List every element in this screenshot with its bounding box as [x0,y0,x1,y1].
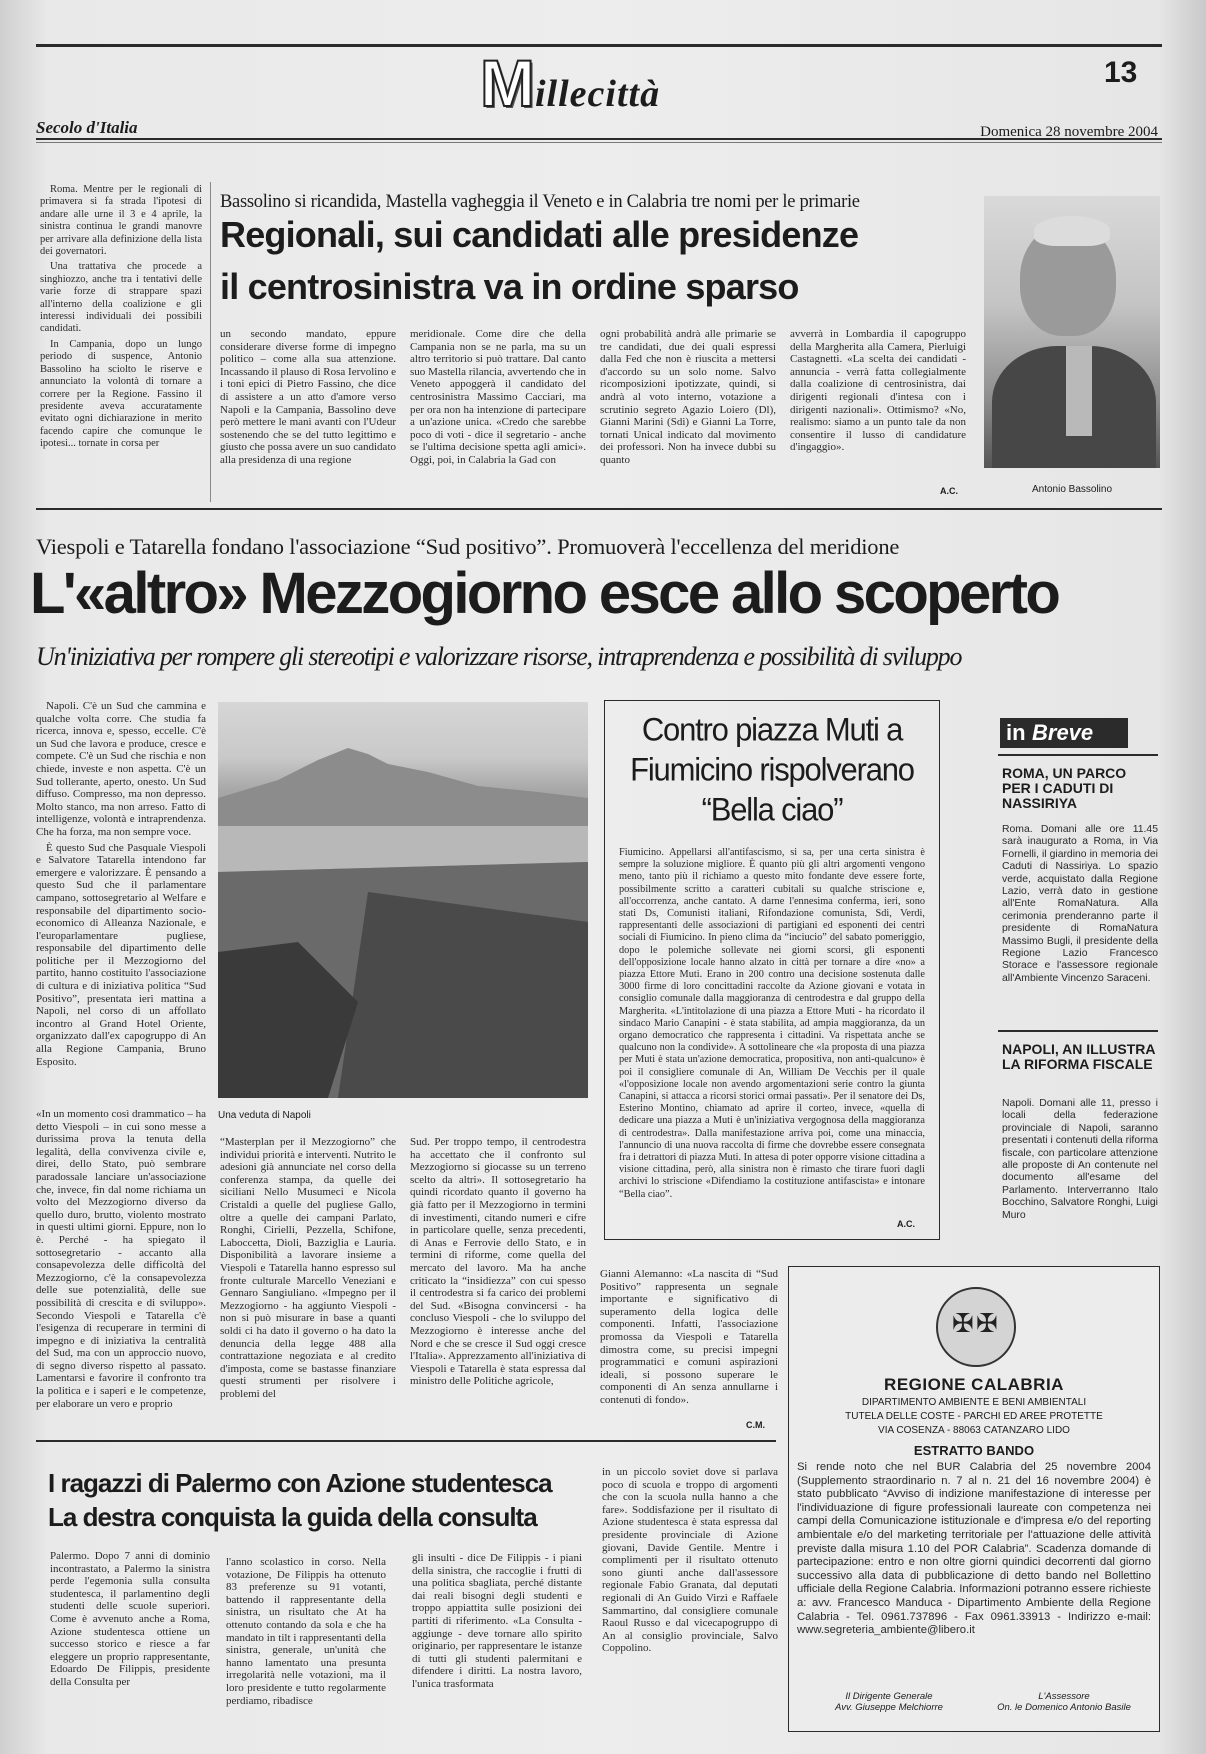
bottom-article-col4: in un piccolo soviet dove si parlava poco di scuola e troppo di argomenti che con la scuola nulla hanno a che fare». Soddisfazione per il risultato di Azione studentesca è stata espressa dal presidente provinciale di Azione giovani, Davide Gentile. Mentre i complimenti per il risultato ottenuto sono giunti anche dall'assessore regionale Fabio Granata, dal deputati regionali di An Guido Virzì e Raffaele Sammartino, dal consigliere comunale Raoul Russo e dal vicecapogruppo di An al consiglio provinciale, Salvo Coppolino. [602,1466,778,1655]
header-thin-rule [36,142,1162,143]
paragraph: È questo Sud che Pasquale Viespoli e Salvatore Tatarella intendono far emergere e valorizzare. È pensando a questo Sud che il parlamentare campano, sottosegretario al Welfare e responsabile del dipartimento socio-economico di Alleanza Nazionale, e l'europarlamentare pugliese, responsabile del dipartimento delle politiche per il Mezzogiorno del partito, hanno costituito l'associazione di cultura e di iniziativa politica “Sud Positivo”, presentata ieri mattina a Napoli, nel corso di un affollato incontro al Grand Hotel Oriente, organizzato dall'ex capogruppo di An alla Regione Campania, Bruno Esposito. [36,841,206,1068]
napoli-photo [218,702,588,1098]
ad-title: ESTRATTO BANDO [913,1443,1035,1458]
top-article-col1 [40,184,202,502]
main-article-col1-bottom: «In un momento così drammatico – ha detto Viespoli – in cui sono messe a durissima prova la tenuta della legalità, della convivenza civile e, direi, dello Stato, può sembrare paradossale lanciare un'associazione che, invece, fin dal nome richiama un volto del Mezzogiorno diverso da quello duro, brutto, violento mostrato in questi ultimi giorni. Eppure, non lo è. Perché - ha spiegato il sottosegretario - accanto alla consapevolezza delle difficoltà del Mezzogiorno, c'è la consapevolezza delle sue potenzialità, delle sue possibilità di crescita e di sviluppo». Secondo Viespoli e Tatarella c'è l'esigenza di recuperare in termini di impegno e di iniziativa la centralità del Sud, ma con un approccio nuovo, di segno diverso rispetto al passato. Lamentarsi e favorire il confronto tra la politica e i saperi e le competenze, per elaborare un vero e proprio [36,1108,206,1410]
column-divider [210,182,211,502]
bassolino-caption: Antonio Bassolino [1031,484,1113,495]
fiumicino-box [604,700,940,1240]
napoli-photo-caption: Una veduta di Napoli [218,1110,311,1121]
bassolino-photo [984,196,1160,468]
in-breve-divider [998,1030,1158,1032]
bottom-article-headline-1: I ragazzi di Palermo con Azione studentesca [48,1468,552,1498]
fiumicino-signature: A.C. [897,1219,915,1229]
main-article-kicker: Viespoli e Tatarella fondano l'associazione “Sud positivo”. Promuoverà l'eccellenza del meridione [36,534,900,559]
paragraph: Napoli. C'è un Sud che cammina e qualche volta corre. Che studia fa ricerca, innova e, spesso, eccelle. C'è un Sud che lavora e produce, cresce e compete. C'è un Sud che rischia e non chiede, investe e non aspetta. C'è un Sud tollerante, aperto, onesto. Un Sud diffuso. Compresso, ma non depresso. Molto stanco, ma non arreso. Fatto di intelligenze, volontà e intraprendenza. Che ha forza, ma non sempre voce. [36,700,206,838]
in-breve-rule [998,754,1158,756]
emblem-cross-right-icon: ✠ [976,1309,998,1338]
ad-signature-right: L'Assessore On. le Domenico Antonio Basile [997,1691,1131,1713]
ad-signature-left: Il Dirigente Generale Avv. Giuseppe Melchiorre [835,1691,943,1713]
top-article-headline-2: il centrosinistra va in ordine sparso [220,266,799,307]
in-breve-item2-body: Napoli. Domani alle 11, presso i locali della federazione provinciale di Napoli, saranno presentati i contenuti della riforma fiscale, con particolare attenzione alle proposte di An contenute nel documento all'esame del Parlamento. Interverranno Italo Bocchino, Salvatore Ronghi, Luigi Muro [1002,1098,1158,1221]
bottom-article-col1: Palermo. Dopo 7 anni di dominio incontrastato, a Palermo la sinistra perde l'egemonia sulla consulta studentesca, il parlamentino degli studenti delle scuole superiori. Come è avvenuto anche a Roma, Azione studentesca ottiene un successo storico e riesce a far eleggere un proprio rappresentante, Edoardo De Filippis, presidente della Consulta per [50,1550,210,1688]
calabria-emblem [936,1287,1016,1367]
bottom-article-headline-2: La destra conquista la guida della consulta [48,1502,537,1532]
section-title: Millecittà [480,46,661,120]
ad-address: VIA COSENZA - 88063 CATANZARO LIDO [878,1425,1070,1436]
top-article-signature: A.C. [940,486,958,496]
in-breve-label-rest: Breve [1032,720,1094,745]
emblem-cross-left-icon: ✠ [952,1309,974,1338]
section-initial: M [480,46,535,120]
top-article-col3: meridionale. Come dire che della Campania non se ne parla, ma su un altro territorio si può trattare. Dal canto suo Mastella rilancia, avvertendo che in Veneto appoggerà il candidato del centrosinistra Massimo Cacciari, ma per ora non ha intenzione di partecipare a un'azione unica. «Credo che sarebbe poco di voti - dice il segretario - anche se l'ultima decisione spetta agli amici». Oggi, poi, in Calabria la Gad con [410,328,586,466]
main-article-signature: C.M. [746,1420,765,1430]
top-article-col4: ogni probabilità andrà alle primarie se tre candidati, due dei quali espressi dalla Fed che non è riuscita a mettersi d'accordo su un solo nome. Salvo ricomposizioni ipotizzate, quindi, si andrà al voto interno, votazione a scrutinio segreto Agazio Loiero (Dl), Gianni Marini (Sdi) e Gianni La Torre, tornati Unical indicato dal movimento dei professori. Non ha invece dubbi su quanto [600,328,776,466]
top-article-headline-1: Regionali, sui candidati alle presidenze [220,214,859,255]
in-breve-item1-title: ROMA, UN PARCO PER I CADUTI DI NASSIRIYA [1002,765,1127,811]
main-article-col2: “Masterplan per il Mezzogiorno” che individui priorità e interventi. Nutrito le adesioni già annunciate nel corso della conferenza stampa, da quelle dei siciliani Nello Musumeci e Nicola Cristaldi a quelle del pugliese Gallo, oltre a quelle dei campani Parlato, Ronghi, Cirielli, Pezzella, Schifone, Laboccetta, Dioli, Bazziglia e Lauria. Disponibilità a lavorare insieme a Viespoli e Tatarella hanno espresso sul fronte culturale Marcello Veneziani e Gennaro Sangiuliano. «Impegno per il Mezzogiorno - ha aggiunto Viespoli - non si può misurare in base a quanti soldi ci ha dato il governo o ha dato la denuncia della legge 488 alla contrattazione negoziata e al credito d'imposta, come se bastasse finanziare questi strumenti per risolvere i problemi del [220,1136,396,1400]
ad-department: DIPARTIMENTO AMBIENTE E BENI AMBIENTALI [861,1397,1087,1408]
main-article-col3: Sud. Per troppo tempo, il centrodestra ha accettato che il confronto sul Mezzogiorno si giocasse su un terreno scelto da altri». Il sottosegretario ha quindi ricordato quanto il governo ha già fatto per il Mezzogiorno in termini di investimenti, citando numeri e cifre in particolare quelle, senza precedenti, di Anas e Ferrovie dello Stato, e in termini di riforme, come quella del mercato del lavoro. Ma ha anche criticato la “insidiezza” con cui spesso il centrodestra si fa carico dei problemi del Sud. «Bisogna convincersi - ha concluso Viespoli - che lo sviluppo del Mezzogiorno è interesse anche del Nord e che se cresce il Sud oggi cresce l'Italia». Apprezzamento all'iniziativa di Viespoli e Tatarella è stata espressa dal ministro delle Politiche agricole, [410,1136,586,1388]
paragraph: Una trattativa che procede a singhiozzo, anche tra i tentativi delle varie forze di strappare spazi all'interno della coalizione e gli interessi individuali dei possibili candidati. [40,261,202,335]
top-article-kicker: Bassolino si ricandida, Mastella vagheggia il Veneto e in Calabria tre nomi per le primarie [220,192,860,212]
main-article-col4: Gianni Alemanno: «La nascita di “Sud Positivo” rappresenta un segnale importante e significativo di superamento della logica delle componenti. Infatti, l'associazione promossa da Viespoli e Tatarella dimostra come, su precisi impegni programmatici e comuni aspirazioni ideali, si possono superare le componenti di An senza annullarne i contenuti di fondo». [600,1268,778,1406]
in-breve-banner [1000,718,1128,748]
bottom-section-rule [36,1440,776,1442]
page-number: 13 [1104,56,1138,89]
main-article-subheadline: Un'iniziativa per rompere gli stereotipi e valorizzare risorse, intraprendenza e possibilità di sviluppo [36,642,962,671]
in-breve-item1-body: Roma. Domani alle ore 11.45 sarà inaugurato a Roma, in Via Fornelli, il giardino in memoria dei Caduti di Nassiriya. Lo spazio verde, acquistato dalla Regione Lazio, verrà dato in gestione all'Ente RomaNatura. Alla cerimonia prenderanno parte il presidente di RomaNatura Massimo Bugli, il presidente della Regione Lazio Francesco Storace e l'assessore regionale all'Ambiente Vincenzo Saraceni. [1002,824,1158,984]
fiumicino-headline: Contro piazza Muti a Fiumicino rispolverano “Bella ciao” [630,711,914,828]
regione-calabria-ad [788,1266,1160,1732]
bottom-article-col2: l'anno scolastico in corso. Nella votazione, De Filippis ha ottenuto 83 preferenze su 91 votanti, battendo il rappresentante della sinistra, un risultato che At ha ottenuto contando da sola e che ha mandato in tilt i rappresentanti della sinistra, generale, un'unità che hanno lamentato una presunta irregolarità nelle votazioni, ma il loro presidente e tutto regolarmente perdiamo, ribadisce [226,1556,386,1707]
section-rule [36,508,1162,510]
ad-office: TUTELA DELLE COSTE - PARCHI ED AREE PROTETTE [845,1411,1103,1422]
top-rule [36,44,1162,47]
ad-region: REGIONE CALABRIA [884,1375,1064,1394]
in-breve-item2-title: NAPOLI, AN ILLUSTRA LA RIFORMA FISCALE [1002,1041,1155,1072]
fiumicino-body: Fiumicino. Appellarsi all'antifascismo, si sa, per una certa sinistra è sempre la soluzione migliore. È quanto più gli altri argomenti vengono meno, tanto più il richiamo a questo mito fondante deve essere forte, possibilmente scritto a caratteri cubitali su qualche striscione e, all'occorrenza, anche cantato. A darne l'ennesima conferma, ieri, sono stati Ds, Comunisti italiani, Rifondazione comunista, Sdi, Verdi, rappresentanti delle associazioni di partigiani ed esponenti dei centri sociali di Fiumicino. In pieno clima da “inciucio” del sabato pomeriggio, dopo le polemiche sollevate nei giorni scorsi, gli esponenti dell'opposizione locale hanno alzato in città per tornare a dire «no» a piazza Ettore Muti. Erano in 200 contro una decisione sostenuta dalle 3000 firme di loro concittadini raccolte da Azione giovani e votata in consiglio comunale dalla maggioranza di centrodestra e dal gruppo della Margherita. «L'intitolazione di una piazza a Ettore Muti - ha ricordato il sindaco Mario Canapini - è stata stabilita, ad ampia maggioranza, da un organo democratico che rappresenta i cittadini. Va rispettata anche se qualcuno non la condivide». A sottolineare che «la proposta di una piazza per Muti è stata un'azione democratica, propositiva, non anti-qualcuno» è poi il consigliere comunale di An, William De Vecchis per il quale «l'opposizione locale non avendo argomentazioni serie contro la giunta Canapini, si attacca a ricorsi storici ormai passati». Per il senatore dei Ds, Esterino Montino, chiamato ad aprire il corteo, invece, «quella di dedicare una piazza a Muti è un'iniziativa vergognosa della maggioranza di centrodestra». Dalla manifestazione arriva poi, come una minaccia, l'annuncio di una nuova raccolta di firme che dovrebbe essere consegnata fra i detrattori di piazza Muti. In attesa di poter opporre visione cittadina a visione cittadina, però, alla sinistra non è rimasto che tirare fuori dagli archivi lo striscione «Difendiamo la costituzione antifascista» e intonare “Bella ciao”. [619,847,925,1200]
ad-body: Si rende noto che nel BUR Calabria del 25 novembre 2004 (Supplemento straordinario n. 7 al n. 21 del 16 novembre 2004) è stato pubblicato “Avviso di indizione manifestazione di interesse per l'individuazione di figure professionali laureate con competenza nei campi della Comunicazione istituzionale e d'impresa e/o del reporting ambientale e/o del marketing territoriale per l'attuazione delle attività previste dalla misura 1.10 del POR Calabria”. Scadenza domande di partecipazione: entro e non oltre giorni quindici decorrenti dal giorno successivo alla data di pubblicazione di detto bando nel Bollettino ufficiale della Regione Calabria. Informazioni potranno essere richieste a: avv. Francesco Manduca - Dipartimento Ambiente della Regione Calabria - Tel. 0961.737896 - Fax 0961.33913 - Indirizzo e-mail: www.segreteria_ambiente@libero.it [797,1461,1151,1637]
issue-date: Domenica 28 novembre 2004 [980,124,1158,140]
main-article-headline: L'«altro» Mezzogiorno esce allo scoperto [30,561,1059,626]
main-article-col1-top [36,700,206,1100]
in-breve-label-in: in [1006,720,1026,745]
masthead: Secolo d'Italia [36,118,138,137]
paragraph: Roma. Mentre per le regionali di primavera si fa strada l'ipotesi di andare alle urne il 3 e 4 aprile, la sinistra continua le grandi manovre per arrivare alla definizione della lista dei governatori. [40,184,202,258]
paragraph: In Campania, dopo un lungo periodo di suspence, Antonio Bassolino ha sciolto le riserve e annunciato la volontà di tornare a correre per la Regione. Fassino il presidente aveva accuratamente evitato ogni dichiarazione in merito facendo capire che comunque le ipotesi... tornate in corsa per [40,338,202,450]
bottom-article-col3: gli insulti - dice De Filippis - i piani della sinistra, che raccoglie i frutti di una politica sbagliata, perché distante dai reali bisogni degli studenti e troppo appiattita sulle posizioni dei partiti di riferimento. «La Consulta - aggiunge - deve tornare allo spirito originario, per rappresentare le istanze di tutti gli studenti palermitani e difendere i diritti. La nostra lavoro, l'unica trasformata [412,1552,582,1690]
top-article-col2: un secondo mandato, eppure considerare diverse forme di impegno politico – come alla sua attenzione. Incassando il plauso di Rosa Iervolino e i toni epici di Pietro Fassino, che dice di assistere a un atto d'amore verso Napoli e la Campania, Bassolino deve però mettere le mani avanti con l'Udeur sostenendo che se del tutto legittimo e giusto che possa avere un suo candidato alla presidenza di una regione [220,328,396,466]
top-article-col5: avverrà in Lombardia il capogruppo della Margherita alla Camera, Pierluigi Castagnetti. «La scelta dei candidati - annuncia - verrà fatta collegialmente dalla coalizione di centrosinistra, dai dirigenti regionali d'intesa con i dirigenti nazionali». Ottimismo? «No, realismo: siamo a un punto tale da non consentire il lusso di candidature d'ingaggio». [790,328,966,454]
